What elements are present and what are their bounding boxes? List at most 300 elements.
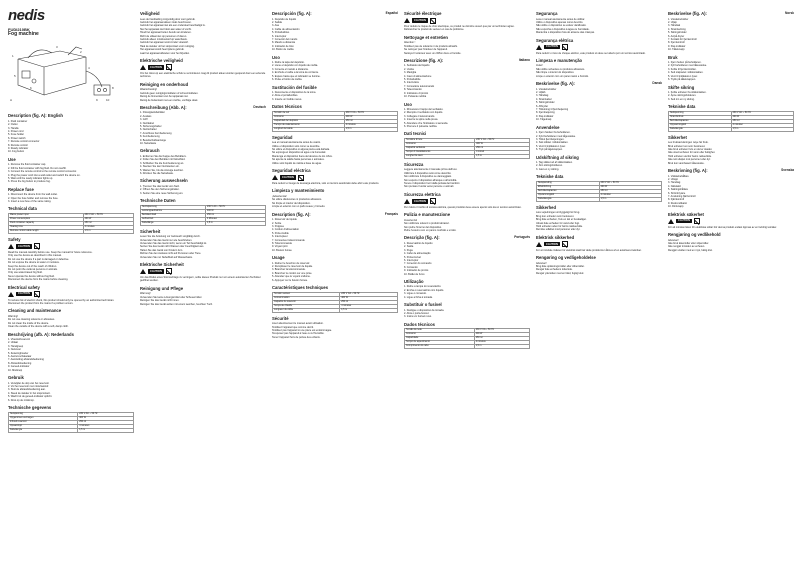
table-cell: 400 W — [599, 185, 661, 189]
warning-triangle-icon — [536, 242, 542, 247]
text-line: 4. Nätsladd — [668, 184, 681, 188]
text-line: 1. Disconnect the device from the wall outlet. — [8, 193, 58, 197]
text-line: 4. Netzkabel — [140, 121, 154, 125]
text-line: 2. Salida — [272, 20, 282, 24]
table-cell: 4 minutos — [344, 123, 397, 127]
section-heading: Beskrivning (fig. A): Svenska — [668, 168, 794, 174]
text-line: 6. Strömbrytare — [668, 191, 686, 195]
table-cell: 250 ml — [731, 119, 793, 123]
text-line: 1. Retire a tampa do reservatório. — [404, 285, 442, 289]
text-line: Débranchez le produit du secteur en cas de problème. — [404, 28, 465, 32]
text-line: 1. Væskebeholder — [536, 87, 557, 91]
text-line: Setzen Sie das Gerät nicht Wasser oder Feuchtigkeit aus. — [140, 245, 205, 249]
text-line: 8. Remote control — [8, 143, 28, 147]
text-line: Lees de handleiding zorgvuldig door voor gebruik. — [140, 17, 196, 21]
text-line: 2. Fyll beholderen med tåkevæske. — [668, 64, 707, 68]
text-line: 4. Strømledning — [668, 27, 686, 31]
table-cell: Tiempo de calentamiento — [273, 123, 345, 127]
svg-text:5: 5 — [14, 73, 16, 78]
text-line: 4. Steek de stekker in het stopcontact. — [8, 391, 51, 395]
table-cell: Tensión de red — [273, 111, 345, 115]
text-line: 10. Nebeltaste — [140, 142, 157, 146]
text-line: 3. Sluit de afstandsbediening aan. — [8, 388, 46, 392]
table-cell: Oppvarmingstid — [669, 123, 732, 127]
section-heading: Beschreibung (Abb. A): Deutsch — [140, 104, 266, 110]
svg-text:6: 6 — [30, 85, 32, 90]
text-line: Rengør ikke enhedens inderside. — [536, 268, 573, 272]
text-line: Reinigen Sie das Gerät außen mit einem weichen, feuchten Tuch. — [140, 302, 213, 306]
text-line: 1. Réservoir de liquide — [272, 218, 297, 222]
table-cell: 1,5 m — [78, 428, 134, 432]
text-line: No limpie el interior del dispositivo. — [272, 201, 311, 205]
caution-row — [536, 44, 662, 50]
table-row — [669, 127, 794, 131]
text-line: For at mindske risikoen for elektrisk stød bør dette produkt kun åbnes af en autoriseret tekniker. — [536, 248, 642, 252]
text-line: Lisez attentivement le manuel avant utilisation. — [272, 322, 324, 326]
section-heading: Descrição (fig. A): Português — [404, 235, 530, 241]
language-label: Português — [514, 235, 530, 240]
section-heading: Sécurité électrique — [404, 11, 442, 16]
text-line: 6. Netzschalter — [140, 128, 157, 132]
table-cell: Kabellengde — [669, 127, 732, 131]
text-line: 5. Wacht tot de gereed-indicator oplicht. — [8, 395, 53, 399]
caution-row — [668, 218, 794, 224]
table-cell: Mains power input — [9, 213, 84, 217]
section-heading: Elektrisk säkerhet — [668, 211, 704, 217]
text-line: 1. Trennen Sie das Gerät vom Netz. — [140, 184, 180, 188]
table-cell: Temps de chauffe — [273, 304, 340, 308]
section-heading: Substituir o fusível — [404, 302, 442, 308]
text-line: Ne nettoyez pas l'intérieur de l'appareil. — [404, 48, 448, 52]
table-row — [141, 221, 266, 225]
text-line: Rengjør utsiden med en myk, fuktig klut. — [668, 248, 713, 252]
text-line: 2. Åpne sikringsholderen. — [668, 94, 697, 98]
text-line: 2. Utløp — [668, 20, 677, 24]
text-line: 4. Cordon d'alimentation — [272, 228, 300, 232]
text-line: Reinigen Sie das Gerät nicht innen. — [140, 299, 180, 303]
text-line: 6. Interruptor — [404, 258, 419, 262]
section-heading: Tekniske data — [536, 174, 564, 180]
text-line: Advarsel! — [668, 238, 679, 242]
table-cell: Opgenomen vermogen — [9, 416, 78, 420]
table-cell: 1,5 m — [205, 221, 265, 225]
language-label: Deutsch — [253, 104, 266, 109]
text-line: 5. Zekeringhouder — [8, 351, 29, 355]
text-line: 3. Connect the remote control to the remote control connector. — [8, 170, 77, 174]
table-cell: 400 W — [475, 142, 530, 146]
text-line: 3. Asa — [272, 24, 279, 28]
table-cell: 4 minutter — [599, 193, 661, 197]
text-line: 3. Tilslut fjernbetjeningen. — [536, 137, 565, 141]
text-line: 5. Espere hasta que el indicador se ilumine. — [272, 74, 321, 78]
section-heading: Segurança elétrica — [536, 37, 574, 43]
table-cell: 230 V AC ~ 50 Hz — [205, 205, 265, 209]
table-cell: Behälterinhalt — [141, 213, 206, 217]
text-line: Utilize o dispositivo apenas como descrito. — [536, 20, 584, 24]
table-cell: Longitud del cable — [273, 127, 345, 131]
section-heading: Replace fuse — [8, 186, 34, 192]
text-line: 5. Fuse holder — [8, 133, 24, 137]
section-heading: Rengjøring og vedlikehold — [668, 232, 721, 238]
caution-label: CAUTION — [546, 45, 558, 49]
text-line: 9. Indicatore di pronto — [404, 91, 429, 95]
table-cell: Strømforbruk — [669, 115, 732, 119]
caution-label: CAUTION — [678, 219, 690, 223]
table-cell: 1,5 m — [599, 197, 661, 201]
technical-data-table — [404, 328, 530, 349]
text-line: 3. Griff — [140, 118, 148, 122]
text-line: Ikke bruk løsemidler eller slipemidler. — [668, 241, 709, 245]
text-line: 7. Anslutning fjärrkontroll — [668, 195, 696, 198]
text-line: 4. Cabo de alimentação — [404, 252, 431, 256]
text-line: Laat het apparaat afkoelen voor het bijvullen. — [140, 51, 190, 55]
table-cell: 250 ml — [340, 300, 398, 304]
section-heading: Bruk — [668, 54, 678, 60]
text-line: 3. Poignée — [272, 224, 284, 228]
text-line: 2. Åbn sikringsholderen. — [536, 164, 563, 168]
text-line: 8. Fjernbetjening — [536, 111, 555, 115]
table-cell: Longueur du câble — [273, 308, 340, 312]
text-line: 3. Handtag — [668, 181, 681, 185]
text-line: Warnung! — [140, 292, 151, 296]
table-cell: Aufheizzeit — [141, 217, 206, 221]
table-cell: Capacidad del depósito — [273, 119, 345, 123]
table-cell: 230 V CA ~ 50 Hz — [475, 138, 530, 142]
table-cell: 4 Minuten — [205, 217, 265, 221]
table-cell: 250 ml — [599, 189, 661, 193]
electric-shock-icon — [562, 241, 568, 247]
text-line: Reinig de binnenkant van het apparaat niet. — [140, 95, 189, 99]
svg-text:2: 2 — [80, 49, 82, 54]
caution-label: CAUTION — [282, 175, 294, 179]
text-line: Ikke rett utløpet mot personer eller dyr. — [668, 158, 711, 162]
text-line: 3. Pega — [404, 248, 413, 252]
text-line: 7. Anschluss Fernbedienung — [140, 131, 172, 135]
caution-row — [140, 268, 266, 274]
table-cell: 400 W — [474, 333, 529, 337]
text-line: Não utilize o dispositivo se estiver danificado. — [536, 24, 587, 28]
text-line: No utilice disolventes ni productos abrasivos. — [272, 198, 322, 202]
text-line: Limpie el exterior con un paño suave y húmedo. — [272, 205, 326, 209]
section-heading: Electrical safety — [8, 284, 40, 290]
text-line: Warning! — [8, 314, 18, 318]
caution-row — [8, 243, 134, 249]
text-line: Ikke bruk enheten hvis en del er skadet. — [668, 148, 713, 152]
text-line: Lea el manual atentamente antes de usarlo. — [272, 141, 321, 145]
text-line: 10. Botão de fumo — [404, 272, 425, 276]
text-line: Utilice solo líquido de niebla a base de agua. — [272, 161, 322, 165]
text-line: 10. Bouton fumée — [272, 248, 292, 252]
text-line: 2. Llene el depósito con líquido de niebla. — [272, 64, 319, 68]
text-line: Um das Risiko eines Stromschlags zu verringern, sollte dieses Produkt nur von einem autorisierten Techniker geöffnet werden. — [140, 275, 261, 283]
text-line: 5. Portafusibles — [272, 31, 290, 35]
text-line: Non puntare l'uscita verso persone o animali. — [404, 185, 454, 189]
table-row — [273, 308, 398, 312]
section-heading: Elektrisk sikkerhed — [536, 234, 575, 240]
text-line: 2. Uscita — [404, 67, 414, 71]
column-5 — [536, 8, 662, 560]
section-heading: Uso — [404, 101, 412, 107]
table-row — [537, 197, 662, 201]
text-line: Nettoyez l'extérieur avec un chiffon doux et humide. — [404, 51, 462, 55]
table-cell: Consommation — [273, 296, 340, 300]
warning-triangle-icon — [8, 292, 14, 297]
text-line: To reduce risk of electric shock, this product should only be opened by an authorized technician. — [8, 298, 115, 302]
table-row — [405, 345, 530, 349]
table-cell: 230 V AC ~ 50 Hz — [599, 181, 661, 185]
text-line: 6. Druk op de mistknop. — [8, 398, 35, 402]
table-cell: Capacidade — [405, 337, 475, 341]
warning-triangle-icon — [272, 175, 278, 180]
section-heading: Sicherheit — [140, 228, 161, 234]
text-line: 1. Retirez le bouchon du réservoir. — [272, 261, 311, 265]
text-line: 10. Tågeknap — [536, 118, 552, 122]
technical-data-table — [8, 412, 134, 433]
text-line: 4. Strømkabel — [536, 97, 552, 101]
text-line: 6. Drücken Sie die Nebeltaste. — [140, 172, 174, 175]
table-cell: Kabellængde — [537, 197, 600, 201]
text-line: Non utilizzare solventi o prodotti abrasivi. — [404, 222, 450, 226]
table-row — [405, 154, 530, 158]
section-heading: Use — [8, 156, 16, 162]
section-heading: Sikkerhet — [668, 134, 687, 140]
text-line: 5. Sicherungshalter — [140, 125, 162, 129]
text-line: 1. Reservatório de líquido — [404, 241, 433, 245]
text-line: 8. Mando a distancia — [272, 41, 296, 45]
text-line: 2. Abra el portafusibles. — [272, 94, 299, 98]
section-heading: Elektrische Sicherheit — [140, 261, 184, 267]
text-line: Hold enheden uden for børns rækkevidde. — [536, 224, 583, 228]
text-line: Do not use cleaning solvents or abrasives. — [8, 318, 55, 322]
section-heading: Description (fig. A): Français — [272, 211, 398, 217]
text-line: 1. Desligue o dispositivo da tomada. — [404, 308, 445, 312]
table-cell: 4 minutter — [731, 123, 793, 127]
section-heading: Udskiftning af sikring — [536, 154, 579, 160]
technical-data-table — [404, 138, 530, 159]
table-cell: Netspænding — [537, 181, 600, 185]
text-line: Udsæt ikke enheden for vand eller fugt. — [536, 221, 580, 225]
text-line: Para reducir el riesgo de descarga eléctrica, solo un técnico autorizado debe abrir este producto. — [272, 182, 380, 186]
section-heading: Sicurezza — [404, 161, 424, 167]
section-heading: Technical data — [8, 206, 37, 212]
section-heading: Tekniske data — [668, 104, 696, 110]
text-line: 1. Fjern hetten på beholderen. — [668, 61, 702, 65]
section-heading: Cleaning and maintenance — [8, 308, 62, 314]
table-cell: Netspanning — [9, 412, 78, 416]
text-line: Hold enheten utenfor barns rekkevidde. — [668, 154, 712, 158]
warning-triangle-icon — [404, 199, 410, 204]
text-line: Gebruik het apparaat nooit zonder vloeistof. — [140, 41, 189, 45]
text-line: 2. Udløb — [536, 90, 546, 94]
text-line: 8. Comando — [404, 265, 418, 269]
warning-triangle-icon — [8, 244, 14, 249]
section-heading: Datos técnicos — [272, 104, 302, 110]
text-line: 6. Aan/uit-schakelaar — [8, 355, 32, 359]
text-line: 3. Maniglia — [404, 71, 417, 75]
section-heading: Sikkerhed — [536, 204, 557, 210]
section-heading: Safety — [8, 236, 21, 242]
text-line: 2. Vul het reservoir met mistvloeistof. — [8, 385, 49, 388]
text-line: 7. Connecteur télécommande — [272, 238, 305, 242]
text-line: 9. Redo-indikator — [668, 201, 688, 205]
text-line: 4. Power cord — [8, 129, 24, 133]
text-line: Læs vejledningen omhyggeligt før brug. — [536, 211, 580, 215]
text-line: Reinig de buitenkant met een zachte, vochtige doek. — [140, 98, 199, 102]
electric-shock-icon — [298, 175, 304, 181]
text-line: Pour réduire le risque de choc électrique, ce produit ne doit être ouvert que par un technicien agréé. — [404, 25, 515, 28]
table-cell: 230 V AC ~ 50 Hz — [78, 412, 134, 416]
section-heading: Elektrische veiligheid — [140, 57, 183, 63]
electric-shock-icon — [34, 291, 40, 297]
text-line: 1. Koble enheten fra stikkontakten. — [668, 91, 707, 94]
text-line: Halten Sie das Gerät von Kindern fern. — [140, 248, 183, 252]
technical-data-table — [536, 181, 662, 202]
text-line: Disconnect the device from the mains before cleaning. — [8, 278, 69, 282]
section-heading: Skifte sikring — [668, 84, 695, 90]
text-line: Stel het apparaat niet bloot aan water of vocht. — [140, 27, 192, 31]
table-cell: 250 ml — [474, 337, 529, 341]
text-line: 4. Netsnoer — [8, 348, 21, 352]
text-line: Não exponha o dispositivo à água ou humidade. — [536, 27, 590, 31]
text-line: No utilice el dispositivo si alguna pieza está dañada. — [272, 148, 330, 152]
text-line: 6. Interruptor — [272, 34, 287, 38]
text-line: 5. Attendez que le voyant s'allume. — [272, 275, 311, 279]
table-cell: 4 minuti — [475, 150, 530, 154]
table-cell: 4 minuten — [78, 424, 134, 428]
text-line: 8. Fjernkontroll — [668, 41, 685, 45]
text-line: 6. Interruttore — [404, 81, 420, 85]
product-title: Fog machine — [8, 31, 39, 38]
text-line: Brug ikke enheden, hvis en del er beskadiget. — [536, 218, 587, 222]
section-heading: Technische gegevens — [8, 405, 52, 411]
fog-machine-diagram — [8, 41, 120, 103]
table-cell: Lunghezza cavo — [405, 154, 475, 158]
text-line: Non esporre il dispositivo all'acqua o all'umidità. — [404, 178, 457, 182]
text-line: 2. Fyld beholderen med tågevæske. — [536, 134, 576, 138]
table-cell: Comprimento do cabo — [405, 345, 475, 349]
text-line: Verwenden Sie nur Nebelfluid auf Wasserbasis. — [140, 255, 193, 259]
text-line: Bruk enheten kun som beskrevet. — [668, 144, 706, 148]
table-cell: 230 V CA ~ 50 Hz — [474, 329, 529, 333]
text-line: 2. Utlopp — [668, 177, 679, 181]
text-line: ¡Advertencia! — [272, 194, 287, 198]
language-label: Svenska — [781, 168, 794, 173]
section-heading: Sécurité — [272, 315, 289, 321]
text-line: Avvertenza! — [404, 218, 418, 222]
text-line: 6. Av/på-bryter — [668, 34, 685, 38]
text-line: 2. Füllen Sie den Behälter mit Nebelfluid. — [140, 158, 186, 162]
text-line: Ikke rengjør innsiden av enheten. — [668, 245, 705, 249]
warning-triangle-icon — [668, 219, 674, 224]
text-line: Non pulire l'interno del dispositivo. — [404, 225, 442, 229]
table-cell: Tempo di riscaldamento — [405, 150, 475, 154]
text-line: 10. Botón de niebla — [272, 48, 294, 52]
text-line: 1. Entfernen Sie die Kappe des Behälters. — [140, 154, 187, 158]
caution-label: CAUTION — [414, 199, 426, 203]
svg-text:9: 9 — [96, 97, 98, 102]
section-heading: Nettoyage et entretien — [404, 34, 448, 40]
section-heading: Caractéristiques techniques — [272, 285, 329, 291]
text-line: 3. Setzen Sie eine neue Sicherung ein. — [140, 191, 184, 195]
table-cell: 250 ml — [205, 213, 265, 217]
text-line: 1. Fjern hætten fra beholderen. — [536, 131, 571, 135]
text-line: 2. Uitlaat — [8, 341, 18, 345]
text-line: 10. Tåkeknapp — [668, 48, 685, 52]
table-cell: Kabellänge — [141, 221, 206, 225]
section-heading: Anvendelse — [536, 124, 560, 130]
text-line: 6. Trykk på tåkeknappen. — [668, 78, 696, 82]
svg-text:10: 10 — [106, 97, 110, 102]
text-line: 5. Vent til indikatoren lyser. — [668, 74, 698, 78]
svg-text:8: 8 — [112, 85, 114, 90]
text-line: 10. Fog button — [8, 150, 25, 154]
text-line: Disconnect the product from the mains if a problem occurs. — [8, 302, 74, 305]
text-line: För att minska risken för elektriska stötar bör denna produkt endast öppnas av en behörig tekniker. — [668, 225, 777, 229]
caution-row — [404, 198, 530, 204]
text-line: 3. Håndtak — [668, 24, 681, 28]
text-line: Gebruik alleen mistvloeistof op waterbasis. — [140, 37, 188, 41]
text-line: 5. Attendere che l'indicatore si accenda. — [404, 121, 449, 125]
model-number: FUDI210BK — [8, 27, 30, 32]
caution-row — [8, 291, 134, 297]
text-line: 7. Kontakt for fjernkontroll — [668, 37, 697, 41]
text-line: Verwenden Sie das Gerät nur wie beschrieben. — [140, 238, 193, 242]
table-cell: 400 W — [205, 209, 265, 213]
text-line: 6. Power switch — [8, 136, 26, 140]
text-line: 8. Télécommande — [272, 241, 292, 245]
text-line: Brug ikke opløsningsmidler eller slibemidler. — [536, 265, 585, 269]
text-line: Om het risico op een elektrische schok te verminderen mag dit product alleen worden geopend door een erkende technicus. — [140, 71, 266, 79]
text-line: 4. Cable de alimentación — [272, 27, 300, 31]
text-line: Read the manual carefully before use. Keep the manual for future reference. — [8, 250, 93, 254]
table-row — [9, 229, 134, 233]
text-line: N'utilisez pas de solvants ni de produits abrasifs. — [404, 44, 458, 48]
text-line: 3. Ligue o comando. — [404, 292, 427, 296]
text-line: Verwenden Sie das Gerät nicht, wenn ein Teil beschädigt ist. — [140, 241, 207, 245]
text-line: 5. Wait until the ready indicator lights up. — [8, 176, 53, 180]
text-line: 10. Dimknapp — [668, 205, 684, 209]
table-cell: 1,5 m — [475, 154, 530, 158]
text-line: Pulire l'esterno con un panno morbido e umido. — [404, 229, 457, 232]
text-line: Não limpe o interior do dispositivo. — [536, 71, 575, 75]
table-cell: Beholderkapasitet — [669, 119, 732, 123]
section-heading: Limpeza e manutenção — [536, 57, 583, 63]
text-line: Ret ikke udløbet mod personer eller dyr. — [536, 228, 581, 232]
text-line: 4. Sæt stikket i stikkontakten. — [536, 141, 569, 145]
text-line: 7. Conector do comando — [404, 262, 432, 266]
text-line: 8. Fjärrkontroll — [668, 198, 684, 202]
warning-triangle-icon — [140, 269, 146, 274]
text-line: 1. Tag stikket ud af stikkontakten. — [536, 161, 573, 165]
text-line: 1. Desconecte el dispositivo de la toma. — [272, 91, 317, 94]
table-cell: Consumo — [405, 142, 475, 146]
text-line: 10. Mistknop — [8, 368, 23, 372]
text-line: Ikke utsett enheten for vann eller fuktighet. — [668, 151, 716, 155]
electric-shock-icon — [562, 44, 568, 50]
section-heading: Seguridad — [272, 134, 293, 140]
table-cell: 400 W — [78, 416, 134, 420]
text-line: 9. Klar-indikator — [536, 114, 554, 118]
section-heading: Veiligheid — [140, 11, 160, 16]
table-cell: 4 minutos — [474, 341, 529, 345]
table-cell: 4 minutes — [340, 304, 398, 308]
text-line: 3. Inserte un fusible nuevo. — [272, 97, 303, 101]
text-line: Limpe o exterior com um pano macio e húmido. — [536, 74, 589, 78]
caution-label: CAUTION — [18, 292, 30, 296]
text-line: 4. Inserire la spina nella presa. — [404, 118, 439, 122]
text-line: 4. Stecken Sie den Netzstecker ein. — [140, 165, 180, 169]
text-line: 8. Afstandsbediening — [8, 361, 32, 365]
